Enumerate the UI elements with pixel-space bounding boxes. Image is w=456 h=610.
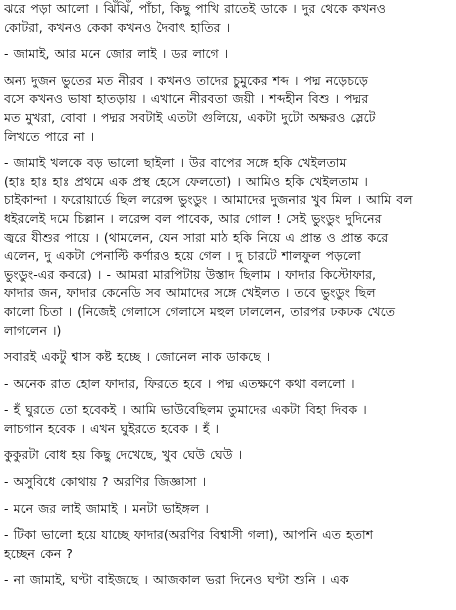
text-line: হচ্ছেন কেন ? bbox=[4, 545, 73, 561]
text-line: ফাদার জন, ফাদার কেনেডি সব আমাদের সঙ্গে খেইলত । তবে ভুংডুং ছিল bbox=[4, 285, 376, 301]
text-line: ধইরলেই দমে চিল্লান । লরেন্স বল পাবেক, আর গোল ! সেই ভুংডুং দুদিনের bbox=[4, 210, 382, 226]
text-line: চাইকান্দা । ফরোয়ার্ডে ছিল লরেন্স ভুংডুং । আমাদের দুজনার খুব মিল । আমি বল bbox=[4, 192, 413, 208]
paragraph bbox=[4, 500, 452, 519]
paragraph bbox=[4, 571, 452, 590]
text-line: - জামাই, আর মনে জোর লাই । ডর লাগে । bbox=[4, 46, 229, 62]
text-line: লাগলেন ।) bbox=[4, 322, 62, 338]
text-line: সবারই একটু শ্বাস কষ্ট হচ্ছে । জোনেল নাক ডাকছে । bbox=[4, 349, 271, 365]
paragraph bbox=[4, 526, 452, 563]
document-page bbox=[4, 0, 452, 610]
text-line: বসে কখনও ভাষা হাতড়ায় । এখানে নীরবতা জয়ী । শব্দহীন বিশু । পদ্মর bbox=[4, 91, 369, 107]
document-body bbox=[4, 0, 452, 590]
text-line: - টিকা ভালো হয়ে যাচ্ছে ফাদার(অরণির বিশ্বাসী গলা), আপনি এত হতাশ bbox=[4, 527, 374, 543]
text-line: কুকুরটা বোধ হয় কিছু দেখেছে, খুব ঘেউ ঘেউ । bbox=[4, 447, 243, 463]
text-line: এলেন, দু একটা পেনাল্টি কর্ণারও হয়ে গেল । দু চারটে শালফুল পড়লো bbox=[4, 248, 361, 264]
text-line: - হঁ ঘুরতে তো হবেকই । আমি ভাউবেছিলম তুমাদের একটা বিহা দিবক । bbox=[4, 402, 367, 418]
text-line: (হাঃ হাঃ হাঃ প্রথমে এক প্রস্থ হেসে ফেলতো) । আমিও হকি খেইলতাম । bbox=[4, 173, 368, 189]
text-line: কোটরা, কখনও কেকা কখনও দৈবাৎ হাতির । bbox=[4, 19, 231, 35]
paragraph bbox=[4, 375, 452, 394]
text-line: - অসুবিধে কোথায় ? অরণির জিজ্ঞাসা । bbox=[4, 474, 207, 490]
text-line: লাচগান হবেক । এখন ঘুইরতে হবেক । হঁ । bbox=[4, 420, 220, 436]
paragraph bbox=[4, 446, 452, 465]
text-line: - অনেক রাত হোল ফাদার, ফিরতে হবে । পদ্ম এতক্ষণে কথা বললো । bbox=[4, 375, 355, 391]
paragraph bbox=[4, 348, 452, 367]
text-line: - জামাই খলকে বড় ভালো ছাইলা । উর বাপের সঙ্গে হকি খেইলতাম bbox=[4, 155, 347, 171]
text-line: জ্বরে যীশুর পায়ে । (থামলেন, যেন সারা মাঠ হকি নিয়ে এ প্রান্ত ও প্রান্ত করে bbox=[4, 229, 389, 245]
text-line: - মনে জর লাই জামাই । মনটা ভাইঙ্গল । bbox=[4, 500, 209, 516]
text-line: লিখতে পারে না । bbox=[4, 128, 95, 144]
text-line: কালো চিতা । (নিজেই গেলাসে গেলাসে মহুল ঢাললেন, তারপর ঢকঢক খেতে bbox=[4, 303, 395, 319]
text-line: অন্য দুজন ভুতের মত নীরব । কখনও তাদের চুমুকের শব্দ । পদ্ম নড়েচড়ে bbox=[4, 72, 368, 88]
text-line: - না জামাই, ঘণ্টা বাইজছে । আজকাল ভরা দিনেও ঘণ্টা শুনি । এক bbox=[4, 572, 349, 588]
paragraph bbox=[4, 45, 452, 64]
paragraph bbox=[4, 154, 452, 340]
paragraph bbox=[4, 72, 452, 146]
text-line: ভুংডুং-এর কবরে) । - আমরা মারপিটায় উস্তাদ ছিলাম । ফাদার কিস্টোফার, bbox=[4, 266, 377, 282]
paragraph bbox=[4, 473, 452, 492]
paragraph bbox=[4, 0, 452, 37]
text-line: মত মুখরা, বোবা । পদ্মর সবটাই এতটা গুলিয়ে, একটা দুটো অক্ষরও স্লেটে bbox=[4, 109, 376, 125]
paragraph bbox=[4, 401, 452, 438]
text-line: ঝরে পড়া আলো । ঝিঁঝিঁ, পাঁচা, কিছু পাখি রাতেই ডাকে । দুর থেকে কখনও bbox=[4, 1, 386, 16]
